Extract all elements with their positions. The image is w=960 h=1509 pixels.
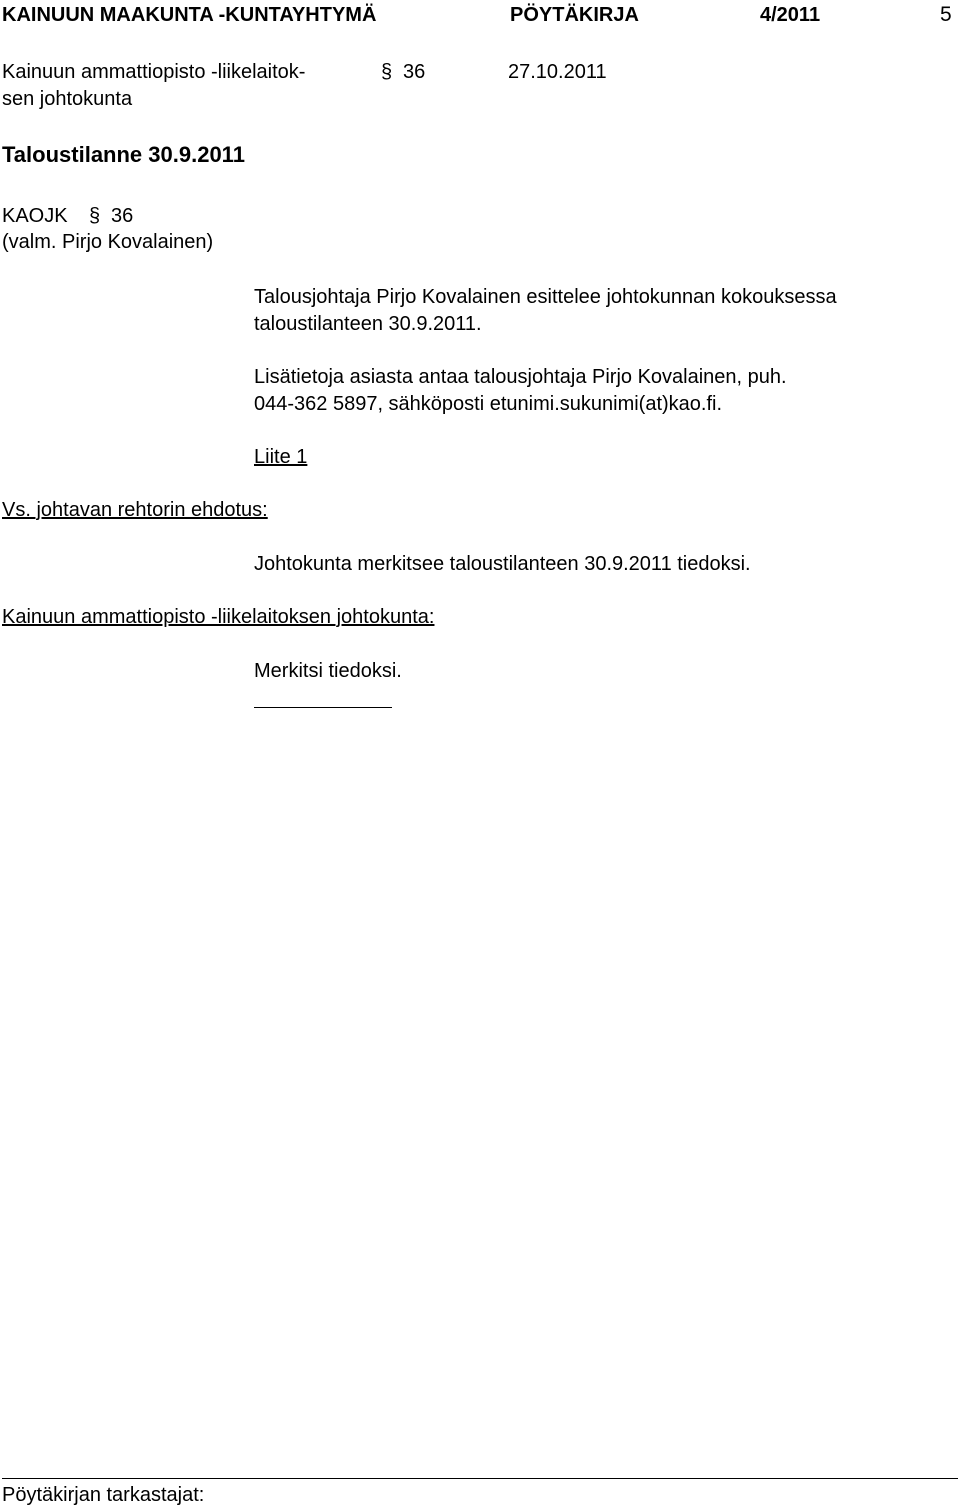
proposal-label: Vs. johtavan rehtorin ehdotus: (2, 499, 268, 521)
footer-rule (2, 1478, 958, 1479)
meeting-body-line2: sen johtokunta (2, 88, 133, 110)
meeting-date: 27.10.2011 (508, 61, 607, 83)
meeting-body-line1: Kainuun ammattiopisto -liikelaitok- (2, 61, 306, 83)
document-number: 4/2011 (760, 4, 821, 26)
document-type: PÖYTÄKIRJA (510, 4, 639, 26)
preparer: (valm. Pirjo Kovalainen) (2, 231, 214, 253)
reference-label: KAOJK (2, 205, 68, 227)
decision-label: Kainuun ammattiopisto -liikelaitoksen johtokunta: (2, 606, 435, 628)
proposal-text: Johtokunta merkitsee taloustilanteen 30.9.2011 tiedoksi. (254, 553, 751, 575)
page-number: 5 (940, 3, 952, 26)
decision-text: Merkitsi tiedoksi. (254, 660, 402, 682)
presentation-line1: Talousjohtaja Pirjo Kovalainen esittelee johtokunnan kokouksessa (254, 286, 837, 308)
reference-section-symbol: § (89, 205, 101, 227)
attachment-link[interactable]: Liite 1 (254, 446, 308, 468)
contact-line1: Lisätietoja asiasta antaa talousjohtaja Pirjo Kovalainen, puh. (254, 366, 787, 388)
contact-line2: 044-362 5897, sähköposti etunimi.sukunimi(at)kao.fi. (254, 393, 723, 415)
closing-rule (254, 707, 392, 708)
item-title: Taloustilanne 30.9.2011 (2, 142, 245, 167)
footer-label: Pöytäkirjan tarkastajat: (2, 1484, 205, 1506)
presentation-line2: taloustilanteen 30.9.2011. (254, 313, 482, 335)
reference-section-number: 36 (111, 205, 134, 227)
header-section-number: 36 (403, 61, 426, 83)
header-section-symbol: § (381, 61, 393, 83)
organization-name: KAINUUN MAAKUNTA -KUNTAYHTYMÄ (2, 4, 377, 26)
